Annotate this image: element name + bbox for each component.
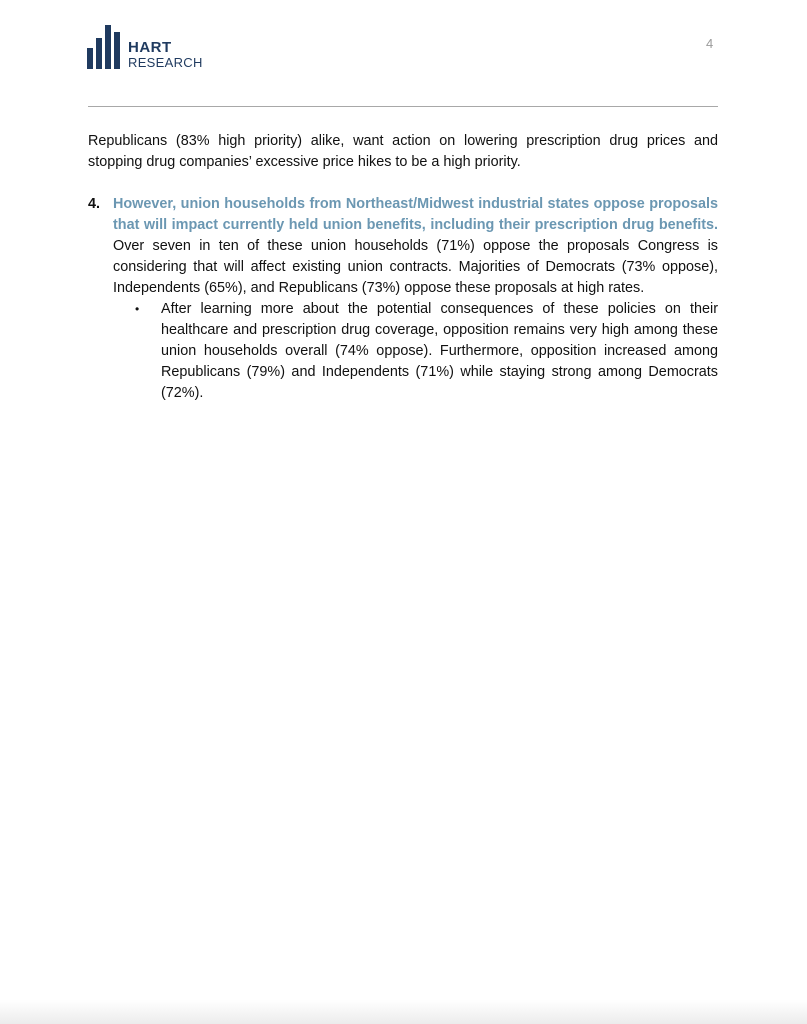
item-number: 4.: [88, 196, 101, 212]
bullet-item: [135, 299, 718, 404]
bullet-icon: •: [135, 302, 140, 316]
item-body: [113, 194, 718, 299]
bullet-text: After learning more about the potential consequences of these policies on their healthcare and prescription drug coverage, opposition remains very high among these union households overall (74% oppose). Furthermore, opposition increased among Republicans (79%) and Independents (71%) while staying strong among Democrats (72%).: [161, 301, 718, 401]
page-number: 4: [706, 36, 714, 51]
continued-paragraph: Republicans (83% high priority) alike, want action on lowering prescription drug prices and stopping drug companies’ excessive price hikes to be a high priority.: [88, 133, 718, 170]
logo-text-research: RESEARCH: [128, 55, 203, 70]
finding-headline: However, union households from Northeast/Midwest industrial states oppose proposals that will impact currently held union benefits, including their prescription drug benefits.: [113, 196, 718, 233]
bar-chart-logo-icon: [87, 25, 122, 69]
hart-research-logo: [87, 23, 203, 69]
logo-text-hart: HART: [128, 39, 172, 56]
finding-item-4: [88, 194, 718, 299]
document-body: [88, 131, 718, 404]
header-divider: [88, 106, 718, 107]
finding-text: Over seven in ten of these union households (71%) oppose the proposals Congress is considering that will affect existing union contracts. Majorities of Democrats (73% oppose), Independents (65%), and Republicans (73%) oppose these proposals at high rates.: [113, 238, 718, 296]
page-bottom-edge: [0, 1000, 807, 1024]
